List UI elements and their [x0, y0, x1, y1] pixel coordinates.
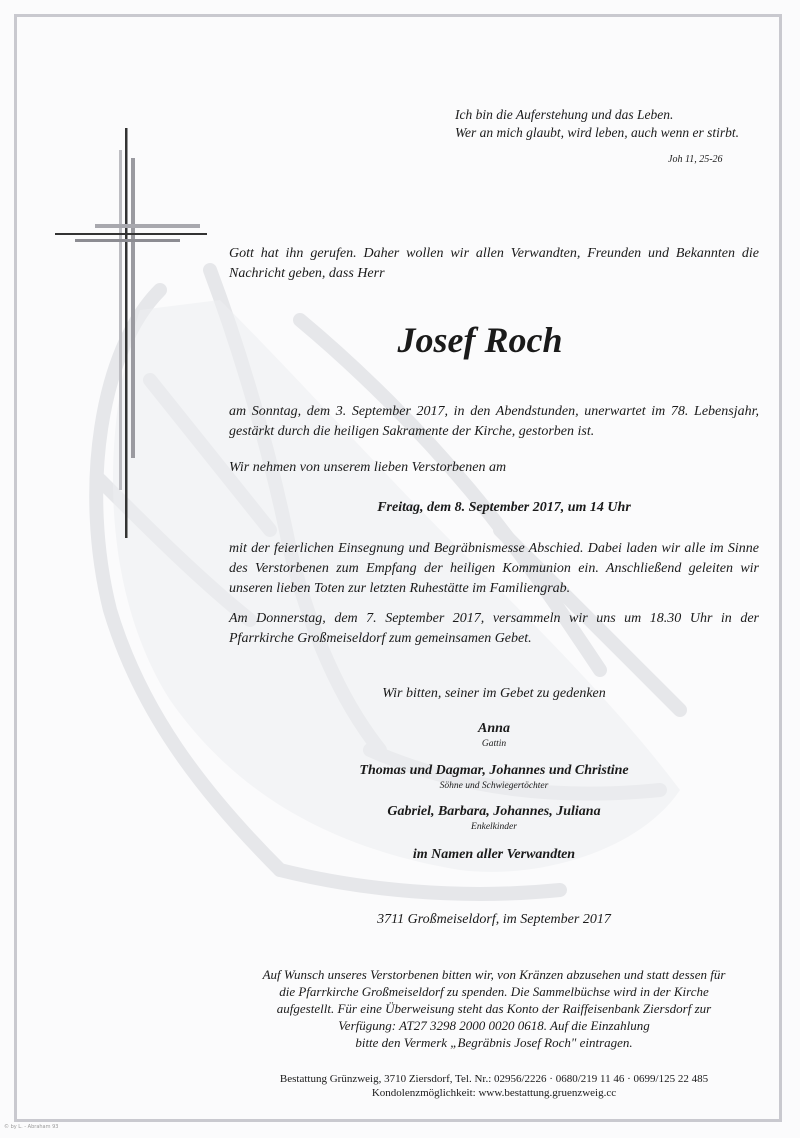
quote-line: Ich bin die Auferstehung und das Leben.: [455, 107, 674, 122]
donation-line: bitte den Vermerk „Begräbnis Josef Roch" eintragen.: [355, 1035, 633, 1050]
mourner-group: [229, 803, 759, 833]
funeral-date: Freitag, dem 8. September 2017, um 14 Uhr: [377, 500, 631, 515]
footer-contact: Bestattung Grünzweig, 3710 Ziersdorf, Tel. Nr.: 02956/2226 · 0680/219 11 46 · 0699/125 22 485: [279, 1073, 709, 1085]
image-credit: © by L. - Abraham 93: [4, 1124, 59, 1130]
rosary-text: Am Donnerstag, dem 7. September 2017, versammeln wir uns um 18.30 Uhr in der Pfarrkirche Großmeiseldorf zum gemeinsamen Gebet.: [229, 611, 759, 646]
donation-line: aufgestellt. Für eine Überweisung steht das Konto der Raiffeisenbank Ziersdorf zur: [276, 1001, 712, 1016]
donation-line: die Pfarrkirche Großmeiseldorf zu spenden. Die Sammelbüchse wird in der Kirche: [279, 984, 709, 999]
place-date: 3711 Großmeiseldorf, im September 2017: [377, 912, 611, 927]
mourner-group: [229, 720, 759, 750]
deceased-name: Josef Roch: [397, 320, 563, 360]
mourner-names: Gabriel, Barbara, Johannes, Juliana: [387, 804, 601, 819]
mourner-names: Anna: [478, 721, 510, 736]
mourner-role: Söhne und Schwiegertöchter: [439, 781, 549, 791]
donation-line: Auf Wunsch unseres Verstorbenen bitten wir, von Kränzen abzusehen und statt dessen für: [262, 967, 726, 982]
donation-line: Verfügung: AT27 3298 2000 0020 0618. Auf die Einzahlung: [338, 1018, 650, 1033]
intro-text: Gott hat ihn gerufen. Daher wollen wir allen Verwandten, Freunden und Bekannten die Nachricht geben, dass Herr: [229, 246, 759, 281]
prayer-request: Wir bitten, seiner im Gebet zu gedenken: [382, 686, 606, 701]
funeral-home-footer: [229, 1072, 759, 1100]
on-behalf-text: im Namen aller Verwandten: [412, 847, 576, 862]
mass-text: mit der feierlichen Einsegnung und Begräbnismesse Abschied. Dabei laden wir alle im Sinne des Verstorbenen zum Empfang der heiligen Kommunion ein. Anschließend geleiten wir unseren lieben Toten zur letzten Ruhestätte im Familiengrab.: [229, 541, 759, 596]
donation-request: [229, 966, 759, 1051]
quote-reference: Joh 11, 25-26: [668, 154, 723, 165]
quote-line: Wer an mich glaubt, wird leben, auch wenn er stirbt.: [455, 125, 739, 140]
mourner-role: Gattin: [481, 739, 507, 749]
mourner-role: Enkelkinder: [471, 822, 517, 832]
death-notice-text: am Sonntag, dem 3. September 2017, in den Abendstunden, unerwartet im 78. Lebensjahr, gestärkt durch die heiligen Sakramente der Kirche, gestorben ist.: [229, 404, 759, 439]
footer-condolence-link[interactable]: Kondolenzmöglichkeit: www.bestattung.gruenzweig.cc: [371, 1087, 617, 1099]
mourner-group: [229, 762, 759, 792]
farewell-intro: Wir nehmen von unserem lieben Verstorbenen am: [229, 460, 507, 475]
bible-quote: [455, 106, 739, 142]
mourner-names: Thomas und Dagmar, Johannes und Christine: [359, 763, 629, 778]
